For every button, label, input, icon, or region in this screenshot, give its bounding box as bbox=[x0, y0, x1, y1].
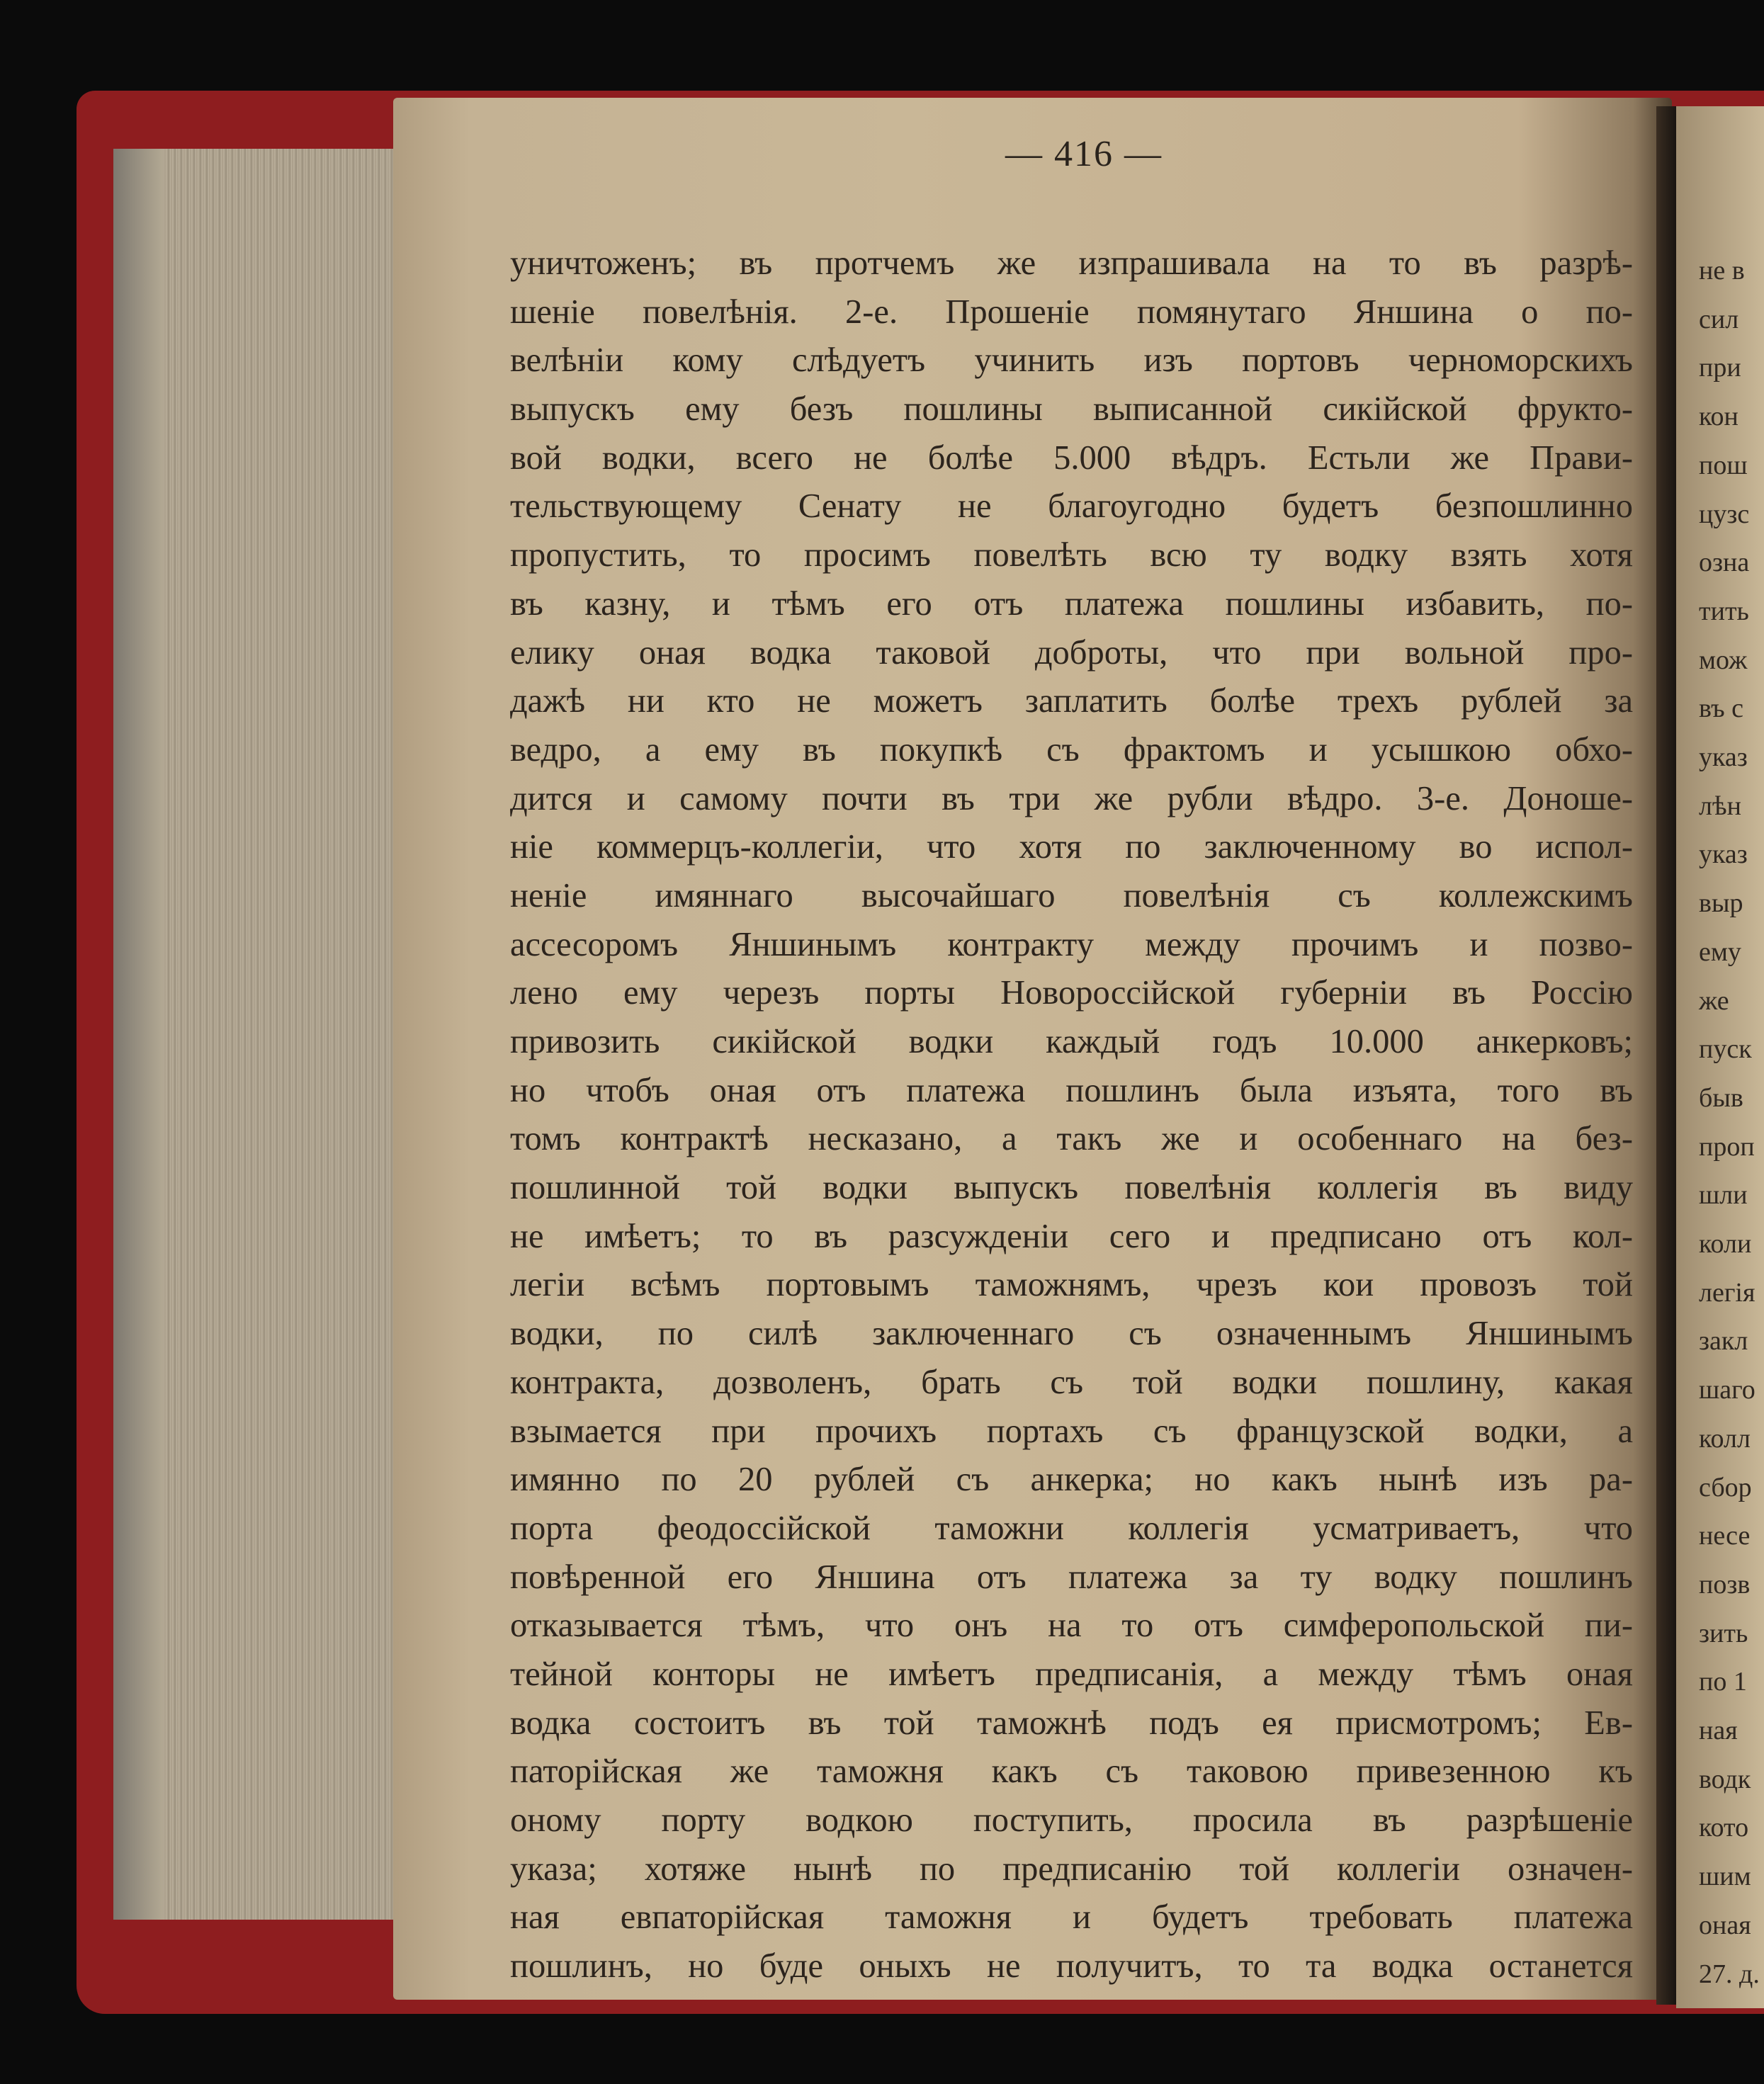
text-line: дится и самому почти въ три же рубли вѣдро. 3-е. Доноше- bbox=[510, 779, 1633, 817]
facing-page-line: цузс bbox=[1699, 499, 1750, 529]
text-line: имянно по 20 рублей съ анкерка; но какъ нынѣ изъ ра- bbox=[510, 1461, 1633, 1499]
facing-page-line: зить bbox=[1699, 1618, 1748, 1648]
text-line: отказывается тѣмъ, что онъ на то отъ симферопольской пи- bbox=[510, 1607, 1633, 1645]
facing-page-line: въ с bbox=[1699, 693, 1744, 724]
text-line: ассесоромъ Яншинымъ контракту между прочимъ и позво- bbox=[510, 925, 1633, 963]
facing-page-line: сбор bbox=[1699, 1472, 1752, 1502]
facing-page-line: пуск bbox=[1699, 1034, 1752, 1065]
facing-page-line: несе bbox=[1699, 1521, 1751, 1551]
facing-page-line: коли bbox=[1699, 1229, 1752, 1259]
facing-page-line: пош bbox=[1699, 450, 1748, 480]
facing-page-line: проп bbox=[1699, 1131, 1755, 1162]
text-line: указа; хотяже нынѣ по предписанію той коллегіи означен- bbox=[510, 1850, 1633, 1888]
facing-page-line: позв bbox=[1699, 1569, 1751, 1599]
facing-page-line: лѣн bbox=[1699, 791, 1741, 821]
facing-page-line: мож bbox=[1699, 645, 1748, 675]
facing-page-line: при bbox=[1699, 353, 1741, 383]
facing-page-line: оная bbox=[1699, 1910, 1751, 1940]
facing-page-line: колл bbox=[1699, 1423, 1751, 1454]
facing-page-line: по 1 bbox=[1699, 1667, 1747, 1697]
text-line: выпускъ ему безъ пошлины выписанной сикійской фрукто- bbox=[510, 390, 1633, 429]
edge-shadow bbox=[113, 149, 163, 1920]
facing-page-line: тить bbox=[1699, 596, 1749, 626]
text-line: пропустить, то просимъ повелѣть всю ту водку взять хотя bbox=[510, 536, 1633, 574]
text-line: въ казну, и тѣмъ его отъ платежа пошлины избавить, по- bbox=[510, 584, 1633, 623]
text-line: томъ контрактѣ несказано, а такъ же и особеннаго на без- bbox=[510, 1120, 1633, 1158]
facing-page-line: легія bbox=[1699, 1277, 1755, 1308]
facing-page-line: указ bbox=[1699, 839, 1748, 870]
text-line: шеніе повелѣнія. 2-е. Прошеніе помянутаго Яншина о по- bbox=[510, 293, 1633, 331]
facing-page-line: указ bbox=[1699, 742, 1748, 772]
facing-page-line: озна bbox=[1699, 548, 1750, 578]
text-line: ведро, а ему въ покупкѣ съ фрактомъ и усышкою обхо- bbox=[510, 730, 1633, 769]
text-line: оному порту водкою поступить, просила въ разрѣшеніе bbox=[510, 1801, 1633, 1839]
text-line: дажѣ ни кто не можетъ заплатить болѣе трехъ рублей за bbox=[510, 682, 1633, 720]
facing-page-line: кото bbox=[1699, 1813, 1749, 1843]
facing-page-line: быв bbox=[1699, 1082, 1743, 1113]
text-line: контракта, дозволенъ, брать съ той водки пошлину, какая bbox=[510, 1363, 1633, 1401]
text-line: вой водки, всего не болѣе 5.000 вѣдръ. Естьли же Прави- bbox=[510, 438, 1633, 477]
text-line: ная евпаторійская таможня и будетъ требовать платежа bbox=[510, 1898, 1633, 1937]
text-line: тейной конторы не имѣетъ предписанія, а между тѣмъ оная bbox=[510, 1655, 1633, 1693]
book-gutter bbox=[1656, 106, 1676, 2005]
text-line: водки, по силѣ заключеннаго съ означеннымъ Яншинымъ bbox=[510, 1315, 1633, 1353]
text-line: лено ему черезъ порты Новороссійской губерніи въ Россію bbox=[510, 974, 1633, 1012]
text-line: не имѣетъ; то въ разсужденіи сего и предписано отъ кол- bbox=[510, 1217, 1633, 1255]
text-line: тельствующему Сенату не благоугодно будетъ безпошлинно bbox=[510, 487, 1633, 526]
facing-page-line: выр bbox=[1699, 888, 1743, 919]
facing-page-line: шаго bbox=[1699, 1375, 1755, 1405]
text-line: легіи всѣмъ портовымъ таможнямъ, чрезъ кои провозъ той bbox=[510, 1266, 1633, 1304]
text-line: порта феодоссійской таможни коллегія усматриваетъ, что bbox=[510, 1509, 1633, 1547]
facing-page-line: не в bbox=[1699, 256, 1745, 285]
facing-page-line: кон bbox=[1699, 402, 1738, 432]
facing-page-line: шим bbox=[1699, 1862, 1751, 1892]
page-number: — 416 — bbox=[1005, 134, 1163, 174]
facing-page-line: 27. д. bbox=[1699, 1959, 1760, 1989]
text-line: ніе коммерцъ-коллегіи, что хотя по заключенному во испол- bbox=[510, 828, 1633, 866]
page-text bbox=[510, 239, 1633, 1991]
text-line: пошлинъ, но буде оныхъ не получитъ, то та водка останется bbox=[510, 1947, 1633, 1986]
text-line: повѣренной его Яншина отъ платежа за ту водку пошлинъ bbox=[510, 1558, 1633, 1596]
text-line: пошлинной той водки выпускъ повелѣнія коллегія въ виду bbox=[510, 1169, 1633, 1207]
text-line: паторійская же таможня какъ съ таковою привезенною къ bbox=[510, 1752, 1633, 1791]
facing-page-line: водк bbox=[1699, 1764, 1751, 1794]
text-line: но чтобъ оная отъ платежа пошлинъ была изъята, того въ bbox=[510, 1071, 1633, 1109]
text-line: водка состоитъ въ той таможнѣ подъ ея присмотромъ; Ев- bbox=[510, 1704, 1633, 1742]
facing-page-line: ему bbox=[1699, 936, 1741, 967]
text-line: неніе имяннаго высочайшаго повелѣнія съ коллежскимъ bbox=[510, 876, 1633, 914]
facing-page-line: шли bbox=[1699, 1180, 1748, 1211]
text-line: велѣніи кому слѣдуетъ учинить изъ портовъ черноморскихъ bbox=[510, 341, 1633, 380]
text-line: взымается при прочихъ портахъ съ французской водки, а bbox=[510, 1412, 1633, 1450]
facing-page-line: сил bbox=[1699, 304, 1739, 334]
text-line: елику оная водка таковой доброты, что при вольной про- bbox=[510, 633, 1633, 672]
facing-page-line: закл bbox=[1699, 1326, 1748, 1357]
text-line: привозить сикійской водки каждый годъ 10.000 анкерковъ; bbox=[510, 1023, 1633, 1060]
facing-page-line: же bbox=[1699, 985, 1729, 1016]
facing-page-line: ная bbox=[1699, 1716, 1738, 1745]
facing-page bbox=[1676, 106, 1764, 2008]
text-line: уничтоженъ; въ протчемъ же изпрашивала на то въ разрѣ- bbox=[510, 244, 1633, 282]
